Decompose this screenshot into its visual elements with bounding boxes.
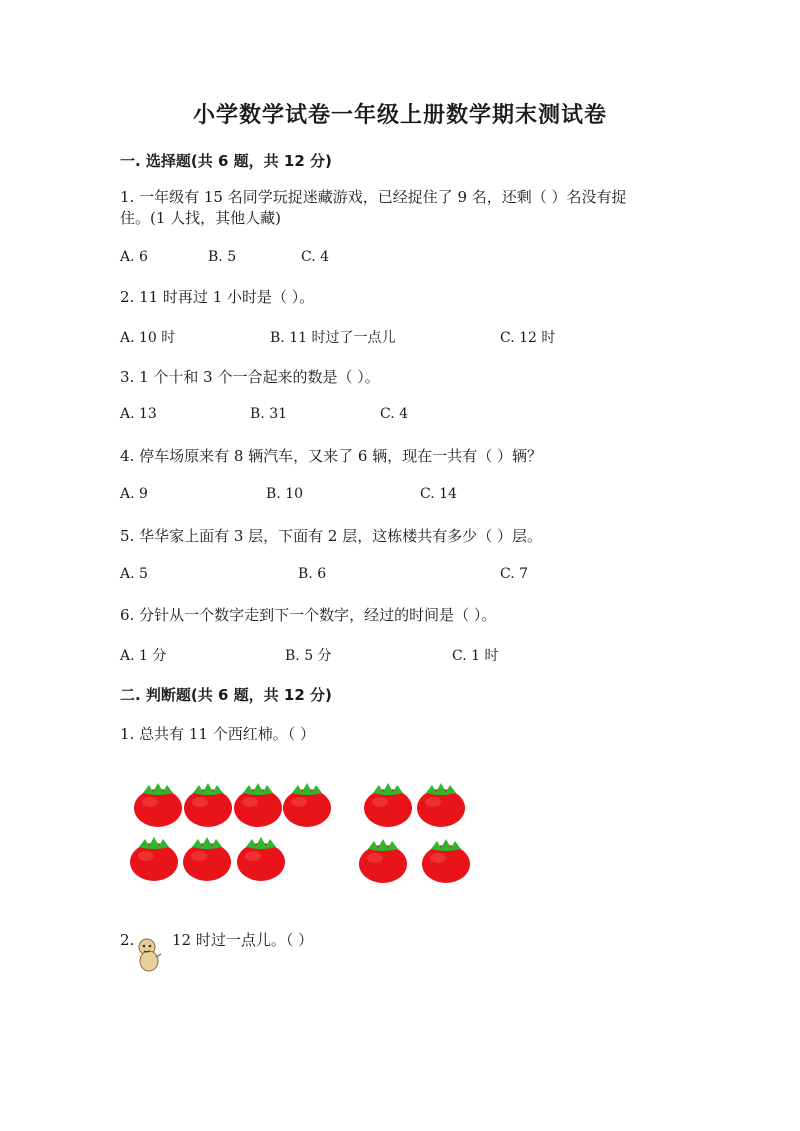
q5-option-c: C. 7: [500, 566, 529, 582]
q3-option-c: C. 4: [380, 406, 409, 422]
question-4: 4. 停车场原来有 8 辆汽车，又来了 6 辆，现在一共有（ ）辆？: [120, 447, 543, 465]
question-1: [120, 187, 680, 229]
judgment-2-number: 2.: [120, 931, 135, 949]
q1-option-c: C. 4: [301, 249, 330, 265]
question-6: 6. 分针从一个数字走到下一个数字，经过的时间是（ ）。: [120, 606, 497, 624]
q3-option-b: B. 31: [250, 406, 288, 422]
tomato-icon: [417, 783, 465, 827]
q2-option-c: C. 12 时: [500, 330, 556, 346]
q4-option-b: B. 10: [266, 486, 304, 502]
tomato-icon: [184, 783, 232, 827]
q2-option-b: B. 11 时过了一点儿: [270, 330, 396, 346]
question-1-line-1: 1. 一年级有 15 名同学玩捉迷藏游戏，已经捉住了 9 名，还剩（ ）名没有捉: [120, 188, 627, 206]
tomato-icon: [359, 839, 407, 883]
q4-option-a: A. 9: [120, 486, 148, 502]
q1-option-a: A. 6: [120, 249, 148, 265]
tomato-icon: [234, 783, 282, 827]
tomato-icon: [130, 837, 178, 881]
question-5: 5. 华华家上面有 3 层，下面有 2 层，这栋楼共有多少（ ）层。: [120, 527, 543, 545]
tomato-icon: [237, 837, 285, 881]
q1-option-b: B. 5: [208, 249, 237, 265]
q4-option-c: C. 14: [420, 486, 457, 502]
page-title: 小学数学试卷一年级上册数学期末测试卷: [192, 102, 607, 128]
question-2: 2. 11 时再过 1 小时是（ ）。: [120, 288, 315, 306]
q5-option-a: A. 5: [120, 566, 148, 582]
q6-option-c: C. 1 时: [452, 648, 499, 664]
q6-option-a: A. 1 分: [120, 648, 167, 664]
tomato-icon: [364, 783, 412, 827]
section-heading-choice: 一. 选择题(共 6 题，共 12 分): [120, 152, 332, 170]
tomato-icon: [134, 783, 182, 827]
question-1-line-2: 住。(1 人找，其他人藏): [120, 209, 282, 227]
tomato-icon: [422, 839, 470, 883]
tomato-icon: [283, 783, 331, 827]
tomato-icon: [183, 837, 231, 881]
judgment-1: 1. 总共有 11 个西红柿。（ ）: [120, 725, 315, 743]
question-3: 3. 1 个十和 3 个一合起来的数是（ ）。: [120, 368, 380, 386]
q6-option-b: B. 5 分: [285, 648, 332, 664]
q2-option-a: A. 10 时: [120, 330, 176, 346]
judgment-2-text: 12 时过一点儿。（ ）: [172, 931, 314, 949]
section-heading-judgment: 二. 判断题(共 6 题，共 12 分): [120, 686, 332, 704]
q5-option-b: B. 6: [298, 566, 327, 582]
tomato-picture: [128, 772, 478, 887]
peanut-cartoon-icon: [134, 937, 162, 973]
q3-option-a: A. 13: [120, 406, 157, 422]
